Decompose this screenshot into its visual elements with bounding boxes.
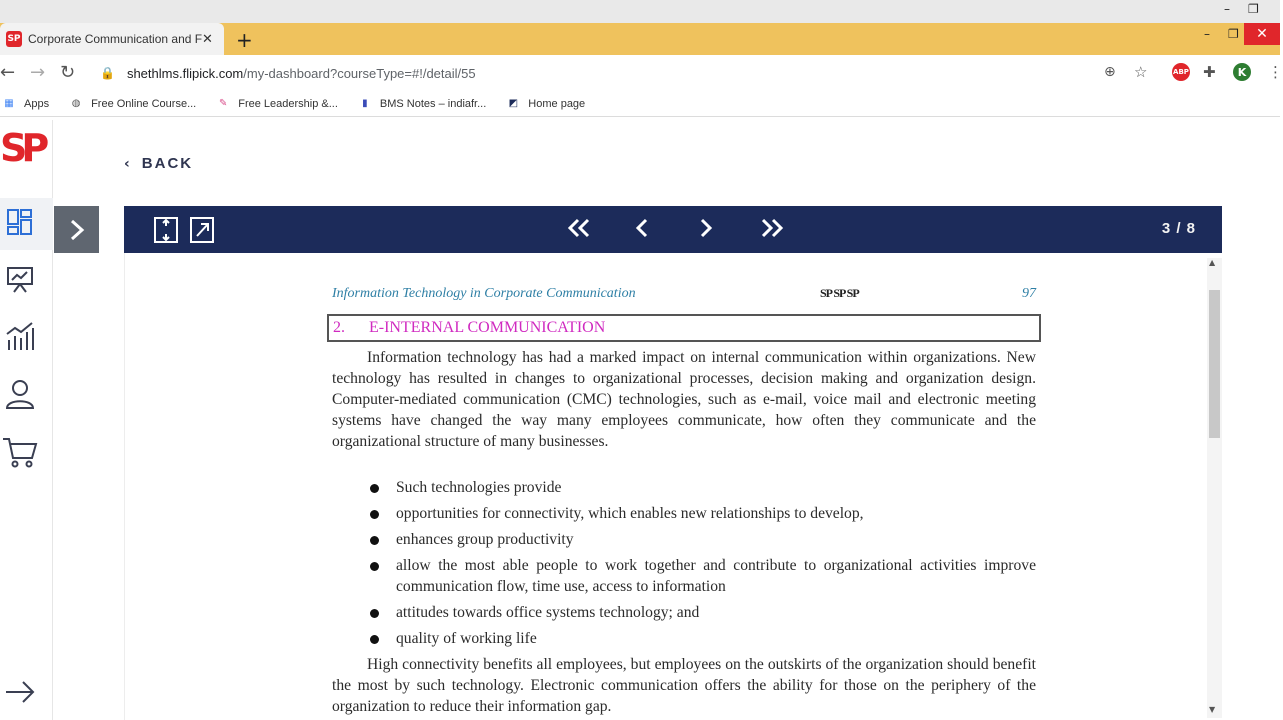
analytics-icon[interactable] [4, 320, 36, 352]
fullscreen-icon[interactable] [190, 217, 214, 243]
bookmark-label: Free Online Course... [91, 97, 197, 110]
scrollbar-thumb[interactable] [1209, 290, 1220, 438]
extensions-icon[interactable]: ✚ [1203, 63, 1216, 81]
browser-tab[interactable] [0, 23, 224, 55]
grid-icon: ▦ [4, 98, 14, 109]
close-tab-icon[interactable]: ✕ [202, 31, 213, 47]
bookmark-label: BMS Notes – indiafr... [379, 97, 487, 110]
browser-toolbar [0, 55, 1283, 91]
bullet-dot [370, 562, 379, 571]
list-item: allow the most able people to work together and contribute to organizational activities improve communication flow, time use, access to information [370, 555, 1036, 597]
bullet-list [370, 477, 1036, 654]
section-heading [327, 314, 1041, 342]
lock-icon: 🔒 [100, 66, 115, 80]
last-page-icon[interactable] [761, 218, 783, 238]
reload-icon[interactable]: ↻ [60, 62, 76, 83]
list-item: attitudes towards office systems technology; and [370, 602, 1036, 623]
paragraph: High connectivity benefits all employees, but employees on the outskirts of the organization should benefit the most by such technology. Electronic communication offers the ability for those on the periphery of the organization to reduce their information gap. [332, 656, 1036, 715]
arrow-right-icon[interactable] [4, 676, 36, 708]
bookmark-label: Apps [24, 97, 50, 110]
section-number: 2. [333, 319, 345, 336]
restore-icon[interactable]: ❐ [1248, 2, 1259, 16]
bookmark-bms-notes[interactable] [358, 97, 486, 111]
previous-page-icon[interactable] [636, 218, 648, 238]
tab-favicon: SP [6, 31, 22, 47]
book-icon: ▮ [362, 98, 368, 109]
window-titlebar [0, 0, 1280, 23]
home-icon: ◩ [508, 98, 519, 109]
back-link[interactable] [124, 155, 193, 172]
menu-kebab-icon[interactable]: ⋮ [1268, 63, 1283, 81]
bookmark-apps[interactable] [2, 97, 49, 111]
presentation-icon[interactable] [4, 263, 36, 295]
scroll-up-icon[interactable]: ▲ [1209, 258, 1216, 267]
bullet-dot [370, 510, 379, 519]
next-page-icon[interactable] [700, 218, 712, 238]
bullet-dot [370, 484, 379, 493]
bookmark-star-icon[interactable]: ☆ [1134, 63, 1148, 81]
publisher-logo: SP SP SP [820, 286, 859, 300]
page-counter: 3 / 8 [1161, 220, 1196, 237]
section-title: E-INTERNAL COMMUNICATION [369, 319, 606, 336]
pencil-icon: ✎ [219, 98, 228, 109]
app-sidebar [0, 120, 53, 720]
minimize-icon[interactable]: – [1224, 2, 1230, 16]
bookmarks-bar [0, 91, 1280, 117]
page-number: 97 [1022, 286, 1036, 301]
forward-arrow-icon[interactable]: → [30, 62, 46, 83]
first-page-icon[interactable] [568, 218, 590, 238]
bullet-dot [370, 536, 379, 545]
tab-strip [0, 23, 1280, 55]
profile-avatar[interactable]: K [1233, 63, 1251, 81]
back-arrow-icon[interactable]: ← [0, 62, 16, 83]
sp-logo: SP [0, 126, 44, 170]
bullet-dot [370, 635, 379, 644]
minimize-window-icon[interactable]: – [1204, 27, 1210, 41]
bookmark-free-online-course[interactable] [69, 97, 196, 111]
fit-page-icon[interactable] [154, 217, 178, 243]
scroll-down-icon[interactable]: ▼ [1209, 705, 1216, 714]
chevron-right-icon [69, 219, 85, 241]
viewer-toolbar [124, 206, 1222, 253]
paragraph: Information technology has had a marked impact on internal communication within organizations. New technology has resulted in changes to organizational processes, decision making and organization design. Computer-mediated communication (CMC) technologies, such as e-mail, voice mail and electronic meeting systems have changed the way many employees communicate, how often they communicate and the organizational structure of many businesses. [332, 349, 1036, 450]
bookmark-label: Home page [528, 97, 586, 110]
user-profile-icon[interactable] [4, 378, 36, 410]
list-item: Such technologies provide [370, 477, 1036, 498]
globe-icon: ◍ [71, 98, 81, 109]
bullet-dot [370, 609, 379, 618]
shopping-cart-icon[interactable] [4, 436, 36, 468]
url-text[interactable]: shethlms.flipick.com/my-dashboard?courseType=#!/detail/55 [126, 65, 476, 81]
running-header [332, 286, 1036, 304]
address-bar[interactable] [90, 59, 1170, 87]
chevron-left-icon: ‹ [124, 155, 132, 172]
adblock-icon[interactable]: ABP [1172, 63, 1190, 81]
running-head-title: Information Technology in Corporate Communication [332, 286, 636, 301]
list-item: enhances group productivity [370, 529, 1036, 550]
dashboard-icon[interactable] [4, 206, 36, 238]
back-label: BACK [141, 155, 194, 172]
expand-panel-button[interactable] [54, 206, 99, 253]
close-window-button[interactable]: ✕ [1244, 23, 1280, 45]
maximize-window-icon[interactable]: ❐ [1228, 27, 1239, 41]
new-tab-icon[interactable]: + [236, 28, 253, 52]
bookmark-free-leadership[interactable] [216, 97, 338, 111]
tab-title: Corporate Communication and F [28, 32, 203, 46]
zoom-icon[interactable]: ⊕ [1104, 64, 1116, 80]
list-item: opportunities for connectivity, which enables new relationships to develop, [370, 503, 1036, 524]
bookmark-home-page[interactable] [506, 97, 585, 111]
list-item: quality of working life [370, 628, 1036, 649]
bookmark-label: Free Leadership &... [238, 97, 338, 110]
